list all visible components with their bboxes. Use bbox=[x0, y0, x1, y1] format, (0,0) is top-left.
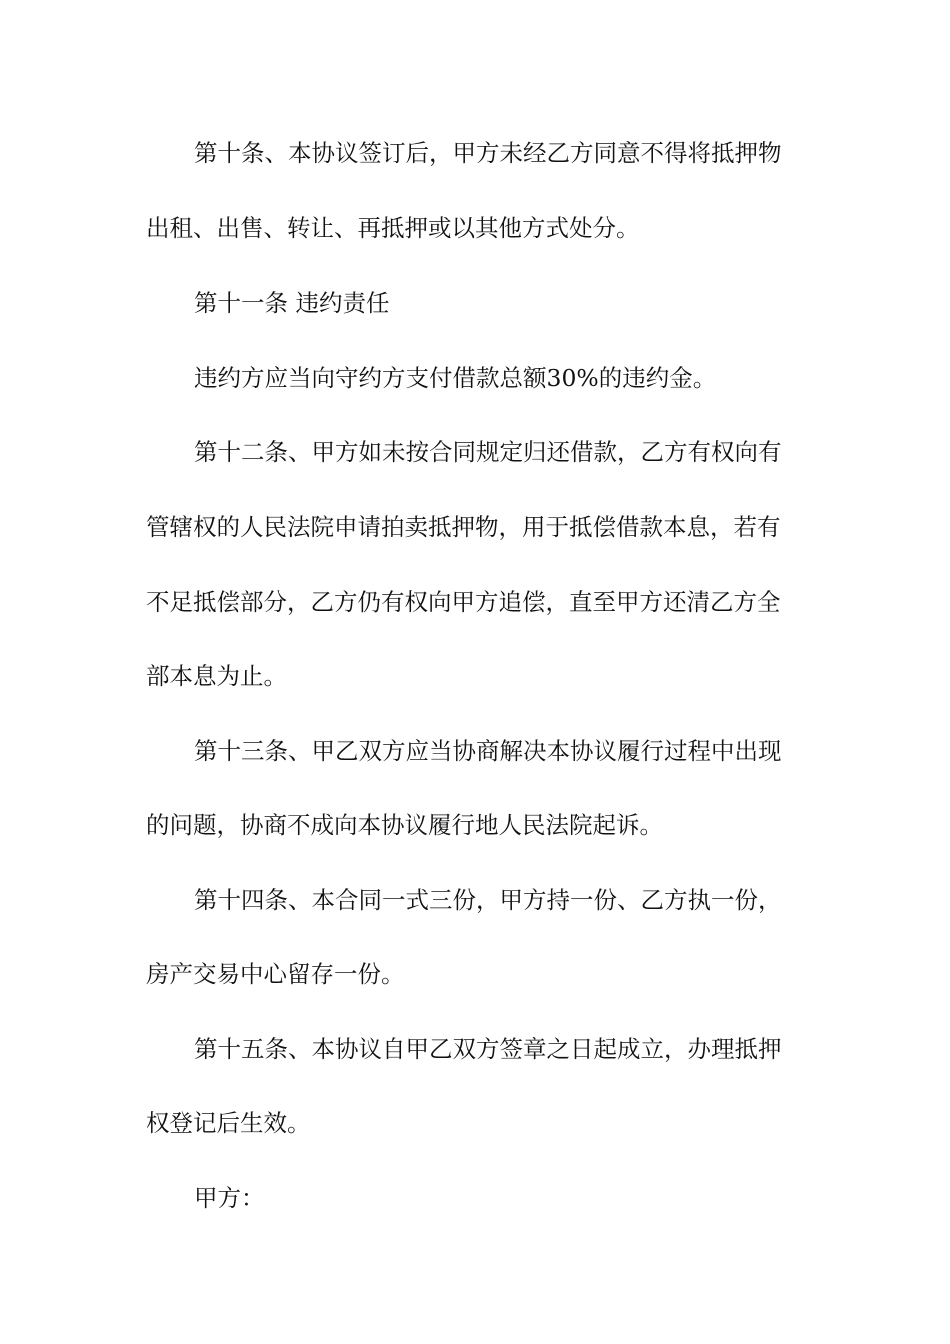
clause-12-line-3: 不足抵偿部分，乙方仍有权向甲方追偿，直至甲方还清乙方全 bbox=[146, 588, 781, 616]
clause-15-line-1: 第十五条、本协议自甲乙双方签章之日起成立，办理抵押 bbox=[194, 1035, 782, 1063]
clause-12-line-2: 管辖权的人民法院申请拍卖抵押物，用于抵偿借款本息，若有 bbox=[146, 513, 781, 541]
clause-11-body: 违约方应当向守约方支付借款总额30%的违约金。 bbox=[194, 364, 717, 392]
party-a-signature-label: 甲方： bbox=[194, 1184, 265, 1212]
clause-11-heading: 第十一条 违约责任 bbox=[194, 289, 390, 317]
clause-14-line-1: 第十四条、本合同一式三份，甲方持一份、乙方执一份， bbox=[194, 886, 782, 914]
clause-13-line-1: 第十三条、甲乙双方应当协商解决本协议履行过程中出现 bbox=[194, 737, 782, 765]
clause-14-line-2: 房产交易中心留存一份。 bbox=[146, 960, 405, 988]
clause-10-line-1: 第十条、本协议签订后，甲方未经乙方同意不得将抵押物 bbox=[194, 139, 782, 167]
clause-12-line-4: 部本息为止。 bbox=[146, 662, 287, 690]
clause-15-line-2: 权登记后生效。 bbox=[146, 1109, 311, 1137]
clause-12-line-1: 第十二条、甲方如未按合同规定归还借款，乙方有权向有 bbox=[194, 438, 782, 466]
clause-13-line-2: 的问题，协商不成向本协议履行地人民法院起诉。 bbox=[146, 811, 663, 839]
clause-10-line-2: 出租、出售、转让、再抵押或以其他方式处分。 bbox=[146, 214, 640, 242]
